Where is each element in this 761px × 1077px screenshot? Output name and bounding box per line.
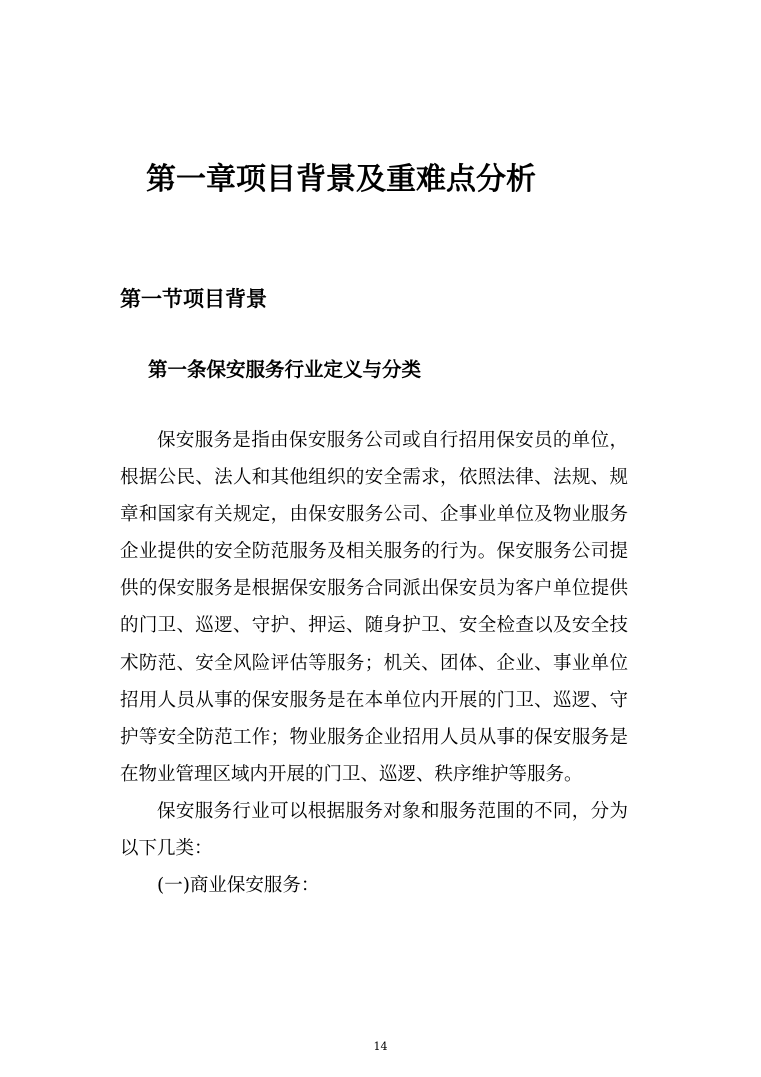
- paragraph-1-line: 在物业管理区域内开展的门卫、巡逻、秩序维护等服务。: [120, 763, 583, 785]
- paragraph-1-line: 供的保安服务是根据保安服务合同派出保安员为客户单位提供: [120, 578, 628, 600]
- paragraph-1-line: 护等安全防范工作；物业服务企业招用人员从事的保安服务是: [120, 726, 628, 748]
- body-text: [120, 422, 640, 904]
- paragraph-1-line: 的门卫、巡逻、守护、押运、随身护卫、安全检查以及安全技: [120, 615, 628, 637]
- paragraph-2-line: 以下几类：: [120, 838, 213, 860]
- paragraph-1-line: 根据公民、法人和其他组织的安全需求，依照法律、法规、规: [120, 467, 628, 489]
- paragraph-3-line: (一)商业保安服务：: [157, 875, 320, 897]
- page-number: 14: [373, 1040, 388, 1053]
- paragraph-2-line: 保安服务行业可以根据服务对象和服务范围的不同，分为: [157, 800, 628, 822]
- paragraph-1-line: 保安服务是指由保安服务公司或自行招用保安员的单位，: [157, 430, 628, 451]
- paragraph-1-line: 术防范、安全风险评估等服务；机关、团体、企业、事业单位: [120, 652, 628, 674]
- paragraph-1-line: 章和国家有关规定，由保安服务公司、企事业单位及物业服务: [120, 504, 628, 526]
- paragraph-1-line: 招用人员从事的保安服务是在本单位内开展的门卫、巡逻、守: [120, 689, 628, 711]
- chapter-title: 第一章项目背景及重难点分析: [146, 162, 536, 197]
- article-title: 第一条保安服务行业定义与分类: [148, 358, 422, 381]
- section-title: 第一节项目背景: [120, 286, 267, 311]
- paragraph-1-line: 企业提供的安全防范服务及相关服务的行为。保安服务公司提: [120, 541, 628, 563]
